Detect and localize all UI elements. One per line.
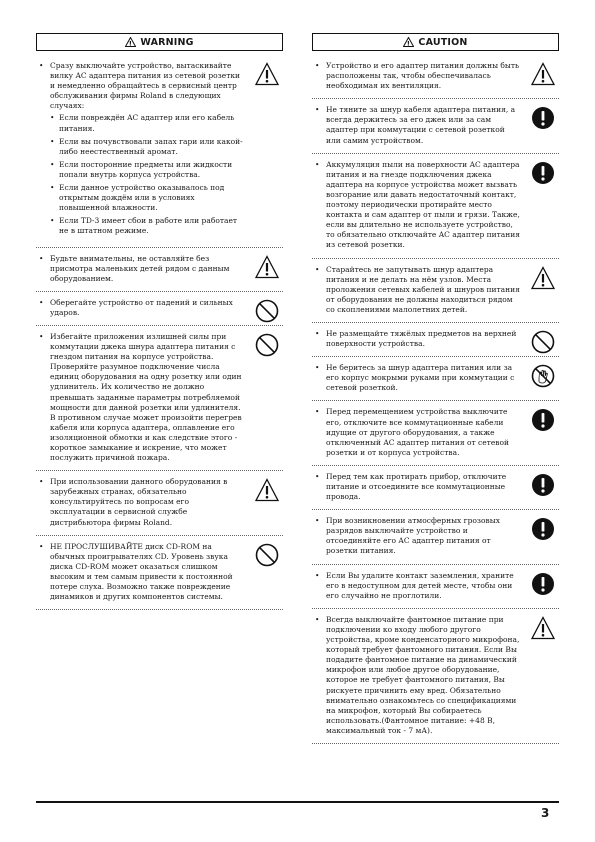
- bullet-marker: •: [315, 570, 320, 580]
- warning-sub-item: • Если TD-3 имеет сбои в работе или работает не в штатном режиме.: [50, 216, 245, 236]
- bullet-marker: •: [315, 614, 320, 624]
- prohibited-icon: [255, 333, 279, 357]
- bullet-marker: •: [315, 61, 320, 70]
- caution-item: [312, 401, 559, 465]
- mandatory-action-icon: [531, 161, 555, 185]
- caution-item-text: Перед перемещением устройства выключите его, отключите все коммутационные кабели идущие от другого оборудования, а также отключенный AC адаптер питания от сетевой розетки и от корпуса устройства.: [326, 407, 510, 457]
- bullet-marker: •: [315, 516, 320, 526]
- caution-item: [312, 565, 559, 609]
- warning-item-text: Сразу выключайте устройство, вытаскивайте вилку AC адаптера питания из сетевой розетки и немедленно обращайтесь в сервисный центр обслуживания фирмы Roland в следующих случаях:: [50, 61, 241, 111]
- bullet-marker: •: [315, 105, 320, 115]
- svg-text:!: !: [407, 39, 411, 47]
- prohibited-icon: [531, 330, 555, 354]
- warning-column: [36, 33, 283, 610]
- caution-item-text: Не тяните за шнур кабеля адаптера питания, а всегда держитесь за его джек или за сам адаптер при коммутации с сетевой розеткой или самим устройством.: [326, 105, 516, 145]
- bullet-marker: •: [315, 264, 320, 274]
- caution-item-text: Аккумуляция пыли на поверхности AC адаптера питания и на гнезде подключения джека адаптера на корпусе устройства может вызвать возгорание или давать недостаточный контакт, поэтому периодически протирайте место контакта и сам адаптер от пыли и грязи. Также, если вы длительно не используете устройство, то обязательно отключайте AC адаптер питания из сетевой розетки.: [326, 159, 520, 250]
- bullet-marker: •: [315, 471, 320, 481]
- mandatory-action-icon: [531, 572, 555, 596]
- footer-rule: [36, 801, 559, 803]
- caution-item: [312, 154, 559, 259]
- caution-item-text: Перед тем как протирать прибор, отключите питание и отсоедините все коммутационные провода.: [326, 471, 507, 502]
- caution-item-text: Устройство и его адаптер питания должны быть расположены так, чтобы обеспечивалась необходимая их вентиляция.: [326, 61, 520, 91]
- warning-item-text: Избегайте приложения излишней силы при коммутации джека шнура адаптера питания с гнездом питания на корпусе устройства. Проверяйте разумное подключение числа единиц оборудования на одну розетку или один удлинитель. Их количество не должно превышать заданные параметры потребляемой мощности для данной розетки или удлинителя. В противном случае может произойти перегрев кабеля или корпуса адаптера, оплавление его изоляционной обмотки и как следствие этого - короткое замыкание и искрение, что может послужить причиной пожара.: [50, 331, 242, 463]
- caution-item: [312, 99, 559, 153]
- mandatory-action-icon: [531, 517, 555, 541]
- caution-header: [312, 33, 559, 51]
- warning-sub-item: • Если вы почувствовали запах гари или какой-либо неестественный аромат.: [50, 137, 245, 157]
- bullet-marker: •: [39, 253, 44, 263]
- warning-sub-list: [50, 113, 245, 236]
- mandatory-action-icon: [531, 408, 555, 432]
- bullet-marker: •: [39, 61, 44, 70]
- caution-item-text: Старайтесь не запутывать шнур адаптера питания и не делать на нём узлов. Места проложения сетевых кабелей и шнуров питания от оборудования не должны находиться рядом со скоплениями малолетних детей.: [326, 264, 520, 314]
- warning-item: [36, 326, 283, 471]
- warning-item: [36, 536, 283, 611]
- caution-column: [312, 33, 559, 744]
- bullet-marker: •: [315, 363, 320, 373]
- no-wet-hands-icon: [531, 364, 555, 388]
- caution-item: [312, 55, 559, 99]
- bullet-marker: •: [39, 541, 44, 551]
- caution-header-icon: [403, 37, 414, 47]
- caution-item-text: При возникновении атмосферных грозовых разрядов выключайте устройство и отсоединяйте его AC адаптер питания от розетки питания.: [326, 516, 500, 556]
- bullet-marker: •: [315, 407, 320, 417]
- warning-list: [36, 55, 283, 610]
- bullet-marker: •: [39, 297, 44, 307]
- warning-triangle-icon: [255, 478, 279, 502]
- bullet-marker: •: [315, 328, 320, 338]
- warning-item: [36, 292, 283, 326]
- warning-header-icon: [125, 37, 136, 47]
- prohibited-icon: [255, 543, 279, 567]
- warning-header: [36, 33, 283, 51]
- caution-item: [312, 510, 559, 564]
- caution-title: CAUTION: [418, 36, 468, 48]
- caution-item-text: Если Вы удалите контакт заземления, храните его в недоступном для детей месте, чтобы они его случайно не проглотили.: [326, 570, 514, 600]
- caution-item-text: Не беритесь за шнур адаптера питания или за его корпус мокрыми руками при коммутации с сетевой розеткой.: [326, 363, 515, 393]
- mandatory-action-icon: [531, 473, 555, 497]
- warning-item-text: НЕ ПРОСЛУШИВАЙТЕ диск CD-ROM на обычных проигрывателях CD. Уровень звука диска CD-ROM может оказаться слишком высоким и тем самым привести к постоянной потере слуха. Возможно также повреждение динамиков и других компонентов системы.: [50, 541, 233, 602]
- mandatory-action-icon: [531, 106, 555, 130]
- warning-triangle-icon: [255, 255, 279, 279]
- warning-triangle-icon: [531, 616, 555, 640]
- warning-item-text: Оберегайте устройство от падений и сильных ударов.: [50, 297, 233, 317]
- caution-item-text: Не размещайте тяжёлых предметов на верхней поверхности устройства.: [326, 328, 517, 349]
- warning-triangle-icon: [255, 62, 279, 86]
- warning-item: [36, 471, 283, 535]
- caution-item-text: Всегда выключайте фантомное питание при подключении ко входу любого другого устройства, кроме конденсаторного микрофона, который требует фантомного питания. Если Вы подадите фантомное питание на динамический микрофон или любое другое оборудование, которое не требует фантомного питания, Вы рискуете причинить ему вред. Обязательно внимательно ознакомьтесь со спецификациями на микрофон, который Вы собираетесь использовать.(Фантомное питание: +48 В, максимальный ток - 7 мА).: [326, 614, 520, 735]
- caution-item: [312, 323, 559, 357]
- caution-item: [312, 609, 559, 744]
- bullet-marker: •: [39, 477, 44, 487]
- svg-text:!: !: [129, 39, 133, 47]
- bullet-marker: •: [39, 331, 44, 341]
- caution-item: [312, 466, 559, 510]
- prohibited-icon: [255, 299, 279, 323]
- warning-item: [36, 55, 283, 248]
- bullet-marker: •: [315, 159, 320, 169]
- warning-sub-item: • Если повреждён AC адаптер или его кабель питания.: [50, 113, 245, 133]
- warning-item: [36, 248, 283, 292]
- warning-sub-item: • Если данное устройство оказывалось под открытым дождём или в условиях повышенной влажности.: [50, 183, 245, 213]
- warning-item-text: При использовании данного оборудования в зарубежных странах, обязательно консультируйтесь по вопросам его эксплуатации в сервисной службе дистрибьютора фирмы Roland.: [50, 477, 228, 527]
- warning-triangle-icon: [531, 266, 555, 290]
- caution-list: [312, 55, 559, 744]
- page-number: 3: [541, 806, 550, 820]
- warning-sub-item: • Если посторонние предметы или жидкости попали внутрь корпуса устройства.: [50, 160, 245, 180]
- warning-item-text: Будьте внимательны, не оставляйте без присмотра маленьких детей рядом с данным оборудованием.: [50, 253, 230, 283]
- caution-item: [312, 259, 559, 323]
- caution-item: [312, 357, 559, 401]
- warning-triangle-icon: [531, 62, 555, 86]
- warning-title: WARNING: [140, 36, 194, 48]
